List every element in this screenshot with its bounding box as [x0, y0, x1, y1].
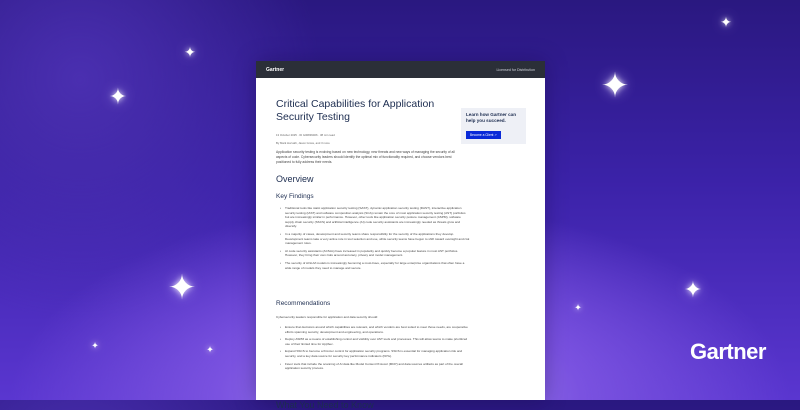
sparkle-icon: ✦	[574, 302, 582, 313]
list-item: • AI code security assistants (ACSAs) have increased in popularity and quickly become a popular feature in most AST portfolios. However, they bring their own risks around accuracy, privacy and model management.	[280, 249, 470, 258]
license-label: Licensed for Distribution	[496, 67, 535, 72]
key-findings-list	[280, 206, 470, 273]
list-item: • The security of AI/LLM models is increasingly becoming a must-have, especially for large enterprise organizations that often have a wide range of models they need to manage and secure.	[280, 261, 470, 270]
sparkle-icon: ✦	[184, 44, 196, 60]
become-client-button[interactable]: Become a Client ↗	[466, 131, 501, 139]
list-item: • Expand SSCS to become a first-tier control for application security programs. SSCS is essential for managing application risk and security, and a key data source for security key performance indicators (KPIs).	[280, 349, 470, 358]
list-item: • In a majority of cases, development and security teams share responsibility for the security of the applications they develop. Development teams take a very active role in tool selection and use, while security teams have begun to shift toward oversight and risk management roles.	[280, 232, 470, 246]
sparkle-icon: ✦	[167, 269, 197, 307]
document-intro: Application security testing is evolving based on new technology, new threats and new ways of managing the security of all aspects of code. Cybersecurity leaders should identify the optimal mix of functionality required, and choose vendors best positioned to fully address their needs.	[276, 150, 455, 164]
sparkle-icon: ✦	[600, 67, 630, 105]
recommendations-intro: Cybersecurity leaders responsible for application and data security should:	[276, 315, 378, 319]
sparkle-icon: ✦	[108, 84, 128, 109]
sparkle-icon: ✦	[720, 14, 732, 30]
document-meta: 13 October 2025 · ID G00839466 · 38 min read	[276, 133, 335, 137]
sparkle-icon: ✦	[683, 277, 703, 302]
document-title: Critical Capabilities for Application Security Testing	[276, 98, 435, 123]
what-you-need-heading: What You Need to Know	[276, 400, 374, 410]
list-item: • Traditional tools like static application security testing (SAST), dynamic application security testing (DAST), interactive application security testing (IAST) and software composition analysis (SCA) remain the core of most application security testing (AST) portfolios but are increasingly similar in performance. However, other tools like application security posture management (ASPM), software supply chain security (SSCS) and artificial intelligence (AI) code security assistants are increasingly needed as threats grow and diversify.	[280, 206, 470, 229]
list-item: • Deploy ASPM as a means of establishing control and visibility over AST tools and processes. This will allow teams to make prioritized use of their limited time for AppSec.	[280, 337, 470, 346]
key-findings-heading: Key Findings	[276, 193, 314, 200]
cta-title: Learn how Gartner can help you succeed.	[466, 112, 517, 123]
recommendations-heading: Recommendations	[276, 300, 331, 307]
sparkle-icon: ✦	[206, 344, 214, 355]
document-header-logo: Gartner	[266, 66, 285, 73]
recommendations-list	[280, 325, 470, 374]
overview-heading: Overview	[276, 174, 314, 184]
list-item: • Favor tools that include the scanning of AI data like Model Context Protocol (MCP) and data sources artifacts as part of the overall application security process.	[280, 362, 470, 371]
sparkle-icon: ✦	[91, 340, 99, 351]
cta-box	[461, 108, 526, 144]
document-preview	[256, 61, 545, 410]
document-header	[256, 61, 545, 78]
list-item: • Ensure that decisions around which capabilities are relevant, and which vendors are best suited to meet those needs, are cooperative efforts spanning security, development and engineering, and operations.	[280, 325, 470, 334]
gartner-logo: Gartner	[690, 339, 766, 364]
document-authors: By Mark Horvath, Jason Gross, and 3 more	[276, 141, 330, 145]
